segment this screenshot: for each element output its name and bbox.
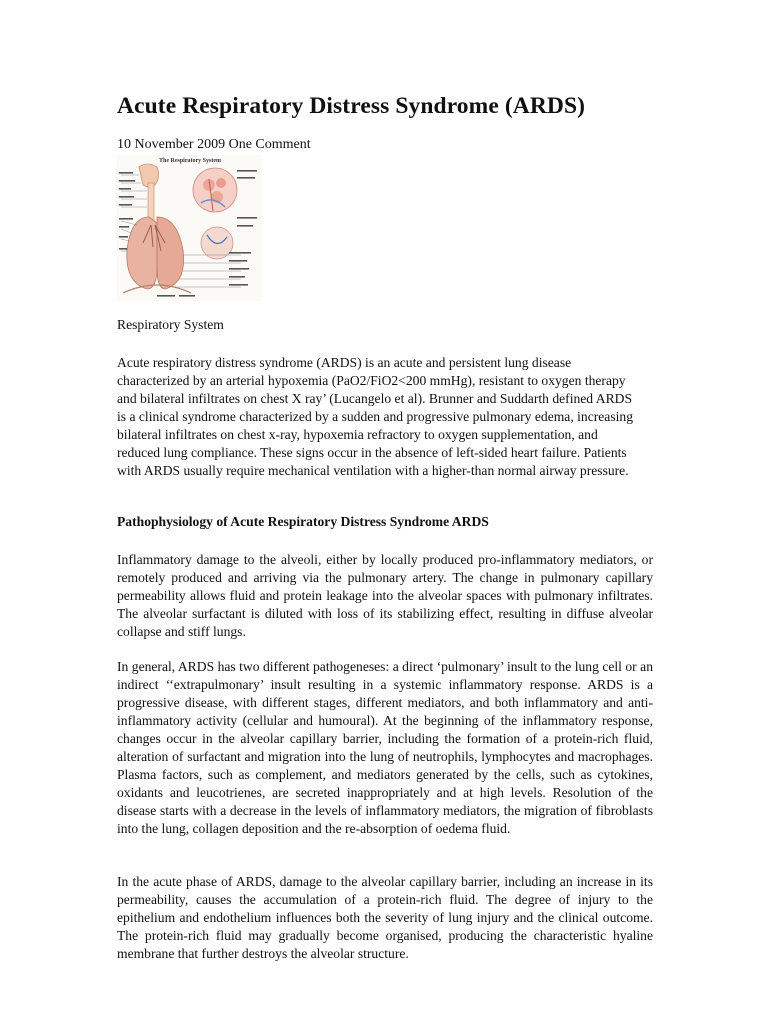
figure-caption: Respiratory System	[117, 317, 224, 332]
paragraph-intro: Acute respiratory distress syndrome (ARDS) is an acute and persistent lung disease characterized by an arterial hypoxemia (PaO2/FiO2<200 mmHg), resistant to oxygen therapy and bilateral infiltrates on chest X ray’ (Lucangelo et al). Brunner and Suddarth defined ARDS is a clinical syndrome characterized by a sudden and progressive pulmonary edema, increasing bilateral infiltrates on chest x-ray, hypoxemia refractory to oxygen supplementation, and reduced lung compliance. These signs occur in the absence of left-sided heart failure. Patients with ARDS usually require mechanical ventilation with a higher-than normal airway pressure.	[117, 355, 633, 478]
figure-heading: The Respiratory System	[159, 158, 221, 164]
respiratory-system-figure	[117, 155, 262, 301]
section-heading: Pathophysiology of Acute Respiratory Distress Syndrome ARDS	[117, 514, 489, 529]
respiratory-system-diagram-icon	[117, 155, 262, 301]
paragraph-acute-phase: In the acute phase of ARDS, damage to the alveolar capillary barrier, including an increase in its permeability, causes the accumulation of a protein-rich fluid. The degree of injury to the epithelium and endothelium influences both the severity of lung injury and the clinical outcome. The protein-rich fluid may gradually become organised, producing the characteristic hyaline membrane that further destroys the alveolar structure.	[117, 874, 653, 961]
article-title: Acute Respiratory Distress Syndrome (ARDS)	[117, 93, 586, 119]
paragraph-inflammatory-damage: Inflammatory damage to the alveoli, either by locally produced pro-inflammatory mediators, or remotely produced and arriving via the pulmonary artery. The change in pulmonary capillary permeability allows fluid and protein leakage into the alveolar spaces with pulmonary infiltrates. The alveolar surfactant is diluted with loss of its stabilizing effect, resulting in diffuse alveolar collapse and stiff lungs.	[117, 552, 653, 639]
paragraph-pathogeneses: In general, ARDS has two different pathogeneses: a direct ‘pulmonary’ insult to the lung cell or an indirect ‘‘extrapulmonary’ insult resulting in a systemic inflammatory response. ARDS is a progressive disease, with different stages, different mediators, and both inflammatory and anti-inflammatory activity (cellular and humoural). At the beginning of the inflammatory response, changes occur in the alveolar capillary barrier, including the formation of a protein-rich fluid, alteration of surfactant and migration into the lung of neutrophils, lymphocytes and macrophages. Plasma factors, such as complement, and mediators generated by the cells, such as cytokines, oxidants and leucotrienes, are secreted inappropriately and at high levels. Resolution of the disease starts with a decrease in the levels of inflammatory mediators, the migration of fibroblasts into the lung, collagen deposition and the re-absorption of oedema fluid.	[117, 659, 653, 836]
article-meta: 10 November 2009 One Comment	[117, 137, 311, 152]
